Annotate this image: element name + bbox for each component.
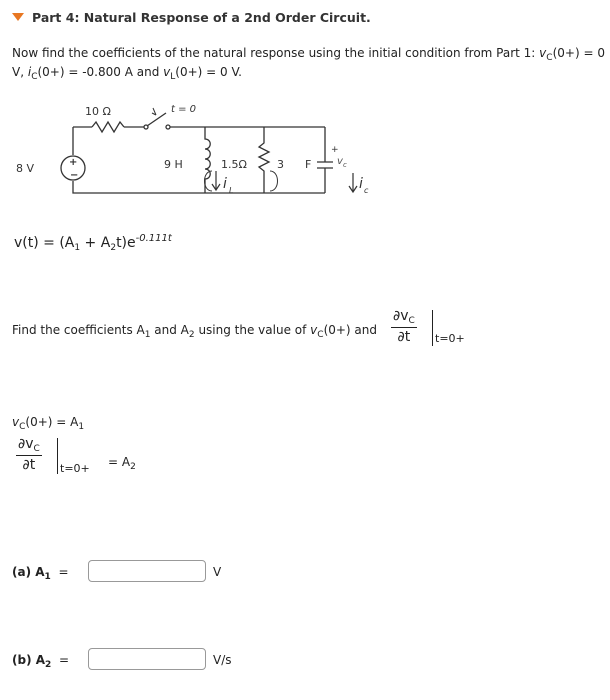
part-title: Part 4: Natural Response of a 2nd Order Circuit. xyxy=(32,10,371,25)
intro-line-1: Now find the coefficients of the natural response using the initial condition from Part 1: $v_C(0+) = 0$ xyxy=(12,46,605,63)
vc-label: v xyxy=(337,156,343,167)
source-minus: − xyxy=(70,170,79,181)
intro-line-2: V, $i_C(0+) = -0.800$ A and $v_L(0+) = 0$ V. xyxy=(12,65,242,82)
capacitor-3f xyxy=(317,127,333,193)
relation-2: = $A_2$ xyxy=(108,455,136,472)
answer-b-unit: V/s xyxy=(213,653,232,667)
inductor-label: 9 H xyxy=(164,158,183,171)
circuit-diagram xyxy=(16,95,370,210)
switch-blade xyxy=(147,113,166,126)
relation-1: $v_C(0+) = A_1$ xyxy=(12,415,85,432)
find-coefficients-text: Find the coefficients $A_1$ and $A_2$ using the value of $v_C(0+)$ and xyxy=(12,323,378,340)
eval-bar-1 xyxy=(432,310,433,346)
eval-at-2: t=0+ xyxy=(60,462,90,475)
r2-label: 1.5Ω xyxy=(221,158,247,171)
cap-label-unit: F xyxy=(305,158,312,171)
answer-a-unit: V xyxy=(213,565,222,579)
il-label: i xyxy=(223,176,227,192)
derivative-fraction-1: $\frac{\partial v_C}{\partial t}$ xyxy=(393,308,415,345)
part-header[interactable] xyxy=(12,10,371,25)
source-label: 8 V xyxy=(16,162,35,175)
resistor-1p5ohm xyxy=(259,127,269,193)
switch-arrow-icon xyxy=(152,108,156,115)
natural-response-equation: $v(t) = (A_1 + A_2t)e^{-0.111t}$ xyxy=(14,233,172,253)
r1-label: 10 Ω xyxy=(85,105,111,118)
switch-contact xyxy=(166,125,170,129)
source-plus: + xyxy=(69,157,78,168)
inductor-9h xyxy=(205,127,210,193)
ic-arrow-icon xyxy=(349,173,357,192)
answer-b-label: (b) $A_2$ = xyxy=(12,653,69,670)
vc-plus: + xyxy=(331,145,339,155)
resistor-10ohm xyxy=(92,122,124,132)
collapse-triangle-icon[interactable] xyxy=(12,13,24,21)
wire-bottom xyxy=(73,181,325,193)
svg-text:L: L xyxy=(229,186,234,195)
answer-a-input[interactable] xyxy=(88,560,206,582)
answer-b-input[interactable] xyxy=(88,648,206,670)
derivative-fraction-2: $\frac{\partial v_C}{\partial t}$ xyxy=(18,436,40,473)
answer-a-label: (a) $A_1$ = xyxy=(12,565,69,582)
ic-label: i xyxy=(359,176,363,192)
cap-label-value: 3 xyxy=(277,158,284,171)
switch-label: t = 0 xyxy=(171,104,197,115)
eval-bar-2 xyxy=(57,438,58,474)
svg-text:c: c xyxy=(343,161,347,169)
svg-text:c: c xyxy=(364,186,369,195)
il-arrow-icon xyxy=(212,171,220,190)
eval-at-1: t=0+ xyxy=(435,332,465,345)
